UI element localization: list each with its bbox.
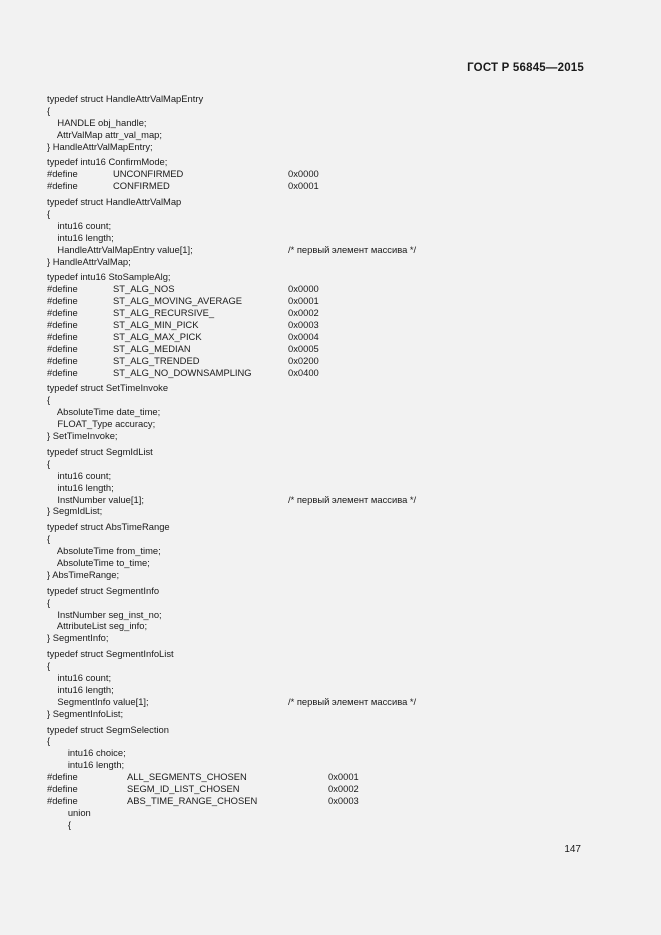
code-line [47,196,607,208]
code-line [47,307,607,319]
code-line [47,117,607,129]
code-line [47,470,607,482]
constant-name: ST_ALG_NOS [113,283,175,295]
code-line [47,771,607,783]
code-text: { [47,735,51,747]
code-line [47,708,607,720]
define-keyword: #define [47,330,78,342]
code-text: intu16 count; [47,219,112,231]
define-keyword: #define [47,168,78,180]
code-text: { [47,533,51,545]
code-text: intu16 choice; [47,747,126,759]
code-text: intu16 length; [47,231,114,243]
code-text: SegmentInfo value[1]; [47,695,149,707]
code-line [47,93,607,105]
constant-name: UNCONFIRMED [113,168,184,180]
code-text: typedef struct HandleAttrValMap [47,196,182,208]
code-line [47,382,607,394]
code-comment: /* первый элемент массива */ [288,243,417,255]
code-line [47,819,607,831]
code-line [47,632,607,644]
code-text: AttributeList seg_info; [47,620,148,632]
code-text: { [47,818,71,830]
code-line [47,648,607,660]
constant-value: 0x0002 [328,782,359,794]
constant-value: 0x0200 [288,354,319,366]
define-keyword: #define [47,180,78,192]
code-text: intu16 count; [47,671,112,683]
code-line [47,585,607,597]
code-line [47,724,607,736]
define-keyword: #define [47,366,78,378]
code-line [47,367,607,379]
code-line [47,331,607,343]
constant-value: 0x0001 [288,180,319,192]
define-keyword: #define [47,782,78,794]
code-line [47,660,607,672]
code-text: AbsoluteTime to_time; [47,556,150,568]
define-keyword: #define [47,354,78,366]
code-text: typedef struct SegmentInfo [47,584,160,596]
code-line [47,355,607,367]
code-line [47,406,607,418]
code-line [47,759,607,771]
code-text: intu16 length; [47,759,125,771]
code-line [47,672,607,684]
code-line [47,620,607,632]
code-line [47,505,607,517]
constant-value: 0x0002 [288,307,319,319]
code-text: { [47,208,51,220]
code-text: { [47,394,51,406]
code-text: HANDLE obj_handle; [47,116,147,128]
code-text: } SetTimeInvoke; [47,430,118,442]
code-text: InstNumber value[1]; [47,493,144,505]
code-text: typedef struct AbsTimeRange [47,521,170,533]
code-line [47,244,607,256]
constant-name: ST_ALG_RECURSIVE_ [113,307,215,319]
code-line [47,208,607,220]
constant-value: 0x0000 [288,283,319,295]
define-keyword: #define [47,295,78,307]
code-text: HandleAttrValMapEntry value[1]; [47,243,193,255]
code-text: } HandleAttrValMap; [47,255,131,267]
code-line [47,343,607,355]
code-text: intu16 length; [47,481,114,493]
standard-header: ГОСТ Р 56845—2015 [467,62,584,74]
code-line [47,295,607,307]
code-text: } SegmIdList; [47,505,103,517]
code-line [47,180,607,192]
constant-name: ST_ALG_MOVING_AVERAGE [113,295,243,307]
define-keyword: #define [47,283,78,295]
constant-value: 0x0003 [288,319,319,331]
constant-value: 0x0400 [288,366,319,378]
define-keyword: #define [47,794,78,806]
code-text: } SegmentInfo; [47,632,109,644]
code-line [47,256,607,268]
code-line [47,609,607,621]
code-line [47,569,607,581]
code-line [47,545,607,557]
code-text: typedef struct SegmSelection [47,723,169,735]
code-line [47,783,607,795]
constant-name: ST_ALG_NO_DOWNSAMPLING [113,366,252,378]
constant-name: ST_ALG_TRENDED [113,354,200,366]
constant-name: CONFIRMED [113,180,170,192]
code-line [47,696,607,708]
constant-name: ALL_SEGMENTS_CHOSEN [127,771,247,783]
define-keyword: #define [47,771,78,783]
page-number: 147 [564,844,581,855]
code-line [47,747,607,759]
code-listing [47,93,607,831]
code-line [47,394,607,406]
code-line [47,597,607,609]
constant-value: 0x0005 [288,342,319,354]
code-line [47,446,607,458]
code-line [47,533,607,545]
constant-name: ABS_TIME_RANGE_CHOSEN [127,794,258,806]
code-text: } AbsTimeRange; [47,568,120,580]
code-text: { [47,457,51,469]
code-text: } SegmentInfoList; [47,707,124,719]
code-text: typedef intu16 StoSampleAlg; [47,271,171,283]
code-text: AbsoluteTime date_time; [47,406,161,418]
define-keyword: #define [47,307,78,319]
code-text: union [47,806,91,818]
code-line [47,482,607,494]
define-keyword: #define [47,342,78,354]
code-line [47,430,607,442]
constant-value: 0x0001 [328,771,359,783]
constant-value: 0x0003 [328,794,359,806]
code-line [47,105,607,117]
code-text: typedef struct HandleAttrValMapEntry [47,93,204,104]
code-text: InstNumber seg_inst_no; [47,608,162,620]
code-line [47,232,607,244]
code-line [47,795,607,807]
constant-value: 0x0004 [288,330,319,342]
code-text: typedef struct SegmentInfoList [47,648,174,660]
constant-value: 0x0000 [288,168,319,180]
code-line [47,168,607,180]
code-comment: /* первый элемент массива */ [288,493,417,505]
define-keyword: #define [47,319,78,331]
code-line [47,319,607,331]
code-line [47,156,607,168]
code-line [47,271,607,283]
code-text: AttrValMap attr_val_map; [47,128,162,140]
constant-name: ST_ALG_MIN_PICK [113,319,199,331]
code-line [47,141,607,153]
code-text: { [47,660,51,672]
code-text: intu16 count; [47,469,112,481]
code-line [47,418,607,430]
code-text: { [47,596,51,608]
code-text: AbsoluteTime from_time; [47,545,161,557]
code-line [47,458,607,470]
code-line [47,735,607,747]
code-text: } HandleAttrValMapEntry; [47,140,153,152]
constant-value: 0x0001 [288,295,319,307]
code-line [47,129,607,141]
code-line [47,807,607,819]
code-text: FLOAT_Type accuracy; [47,418,156,430]
code-line [47,494,607,506]
code-line [47,557,607,569]
code-text: { [47,104,51,116]
constant-name: ST_ALG_MAX_PICK [113,330,202,342]
code-text: typedef struct SetTimeInvoke [47,382,169,394]
code-text: typedef struct SegmIdList [47,445,153,457]
code-text: typedef intu16 ConfirmMode; [47,156,168,168]
code-line [47,283,607,295]
constant-name: SEGM_ID_LIST_CHOSEN [127,782,240,794]
code-line [47,684,607,696]
constant-name: ST_ALG_MEDIAN [113,342,191,354]
code-text: intu16 length; [47,683,114,695]
code-line [47,220,607,232]
code-line [47,521,607,533]
code-comment: /* первый элемент массива */ [288,695,417,707]
